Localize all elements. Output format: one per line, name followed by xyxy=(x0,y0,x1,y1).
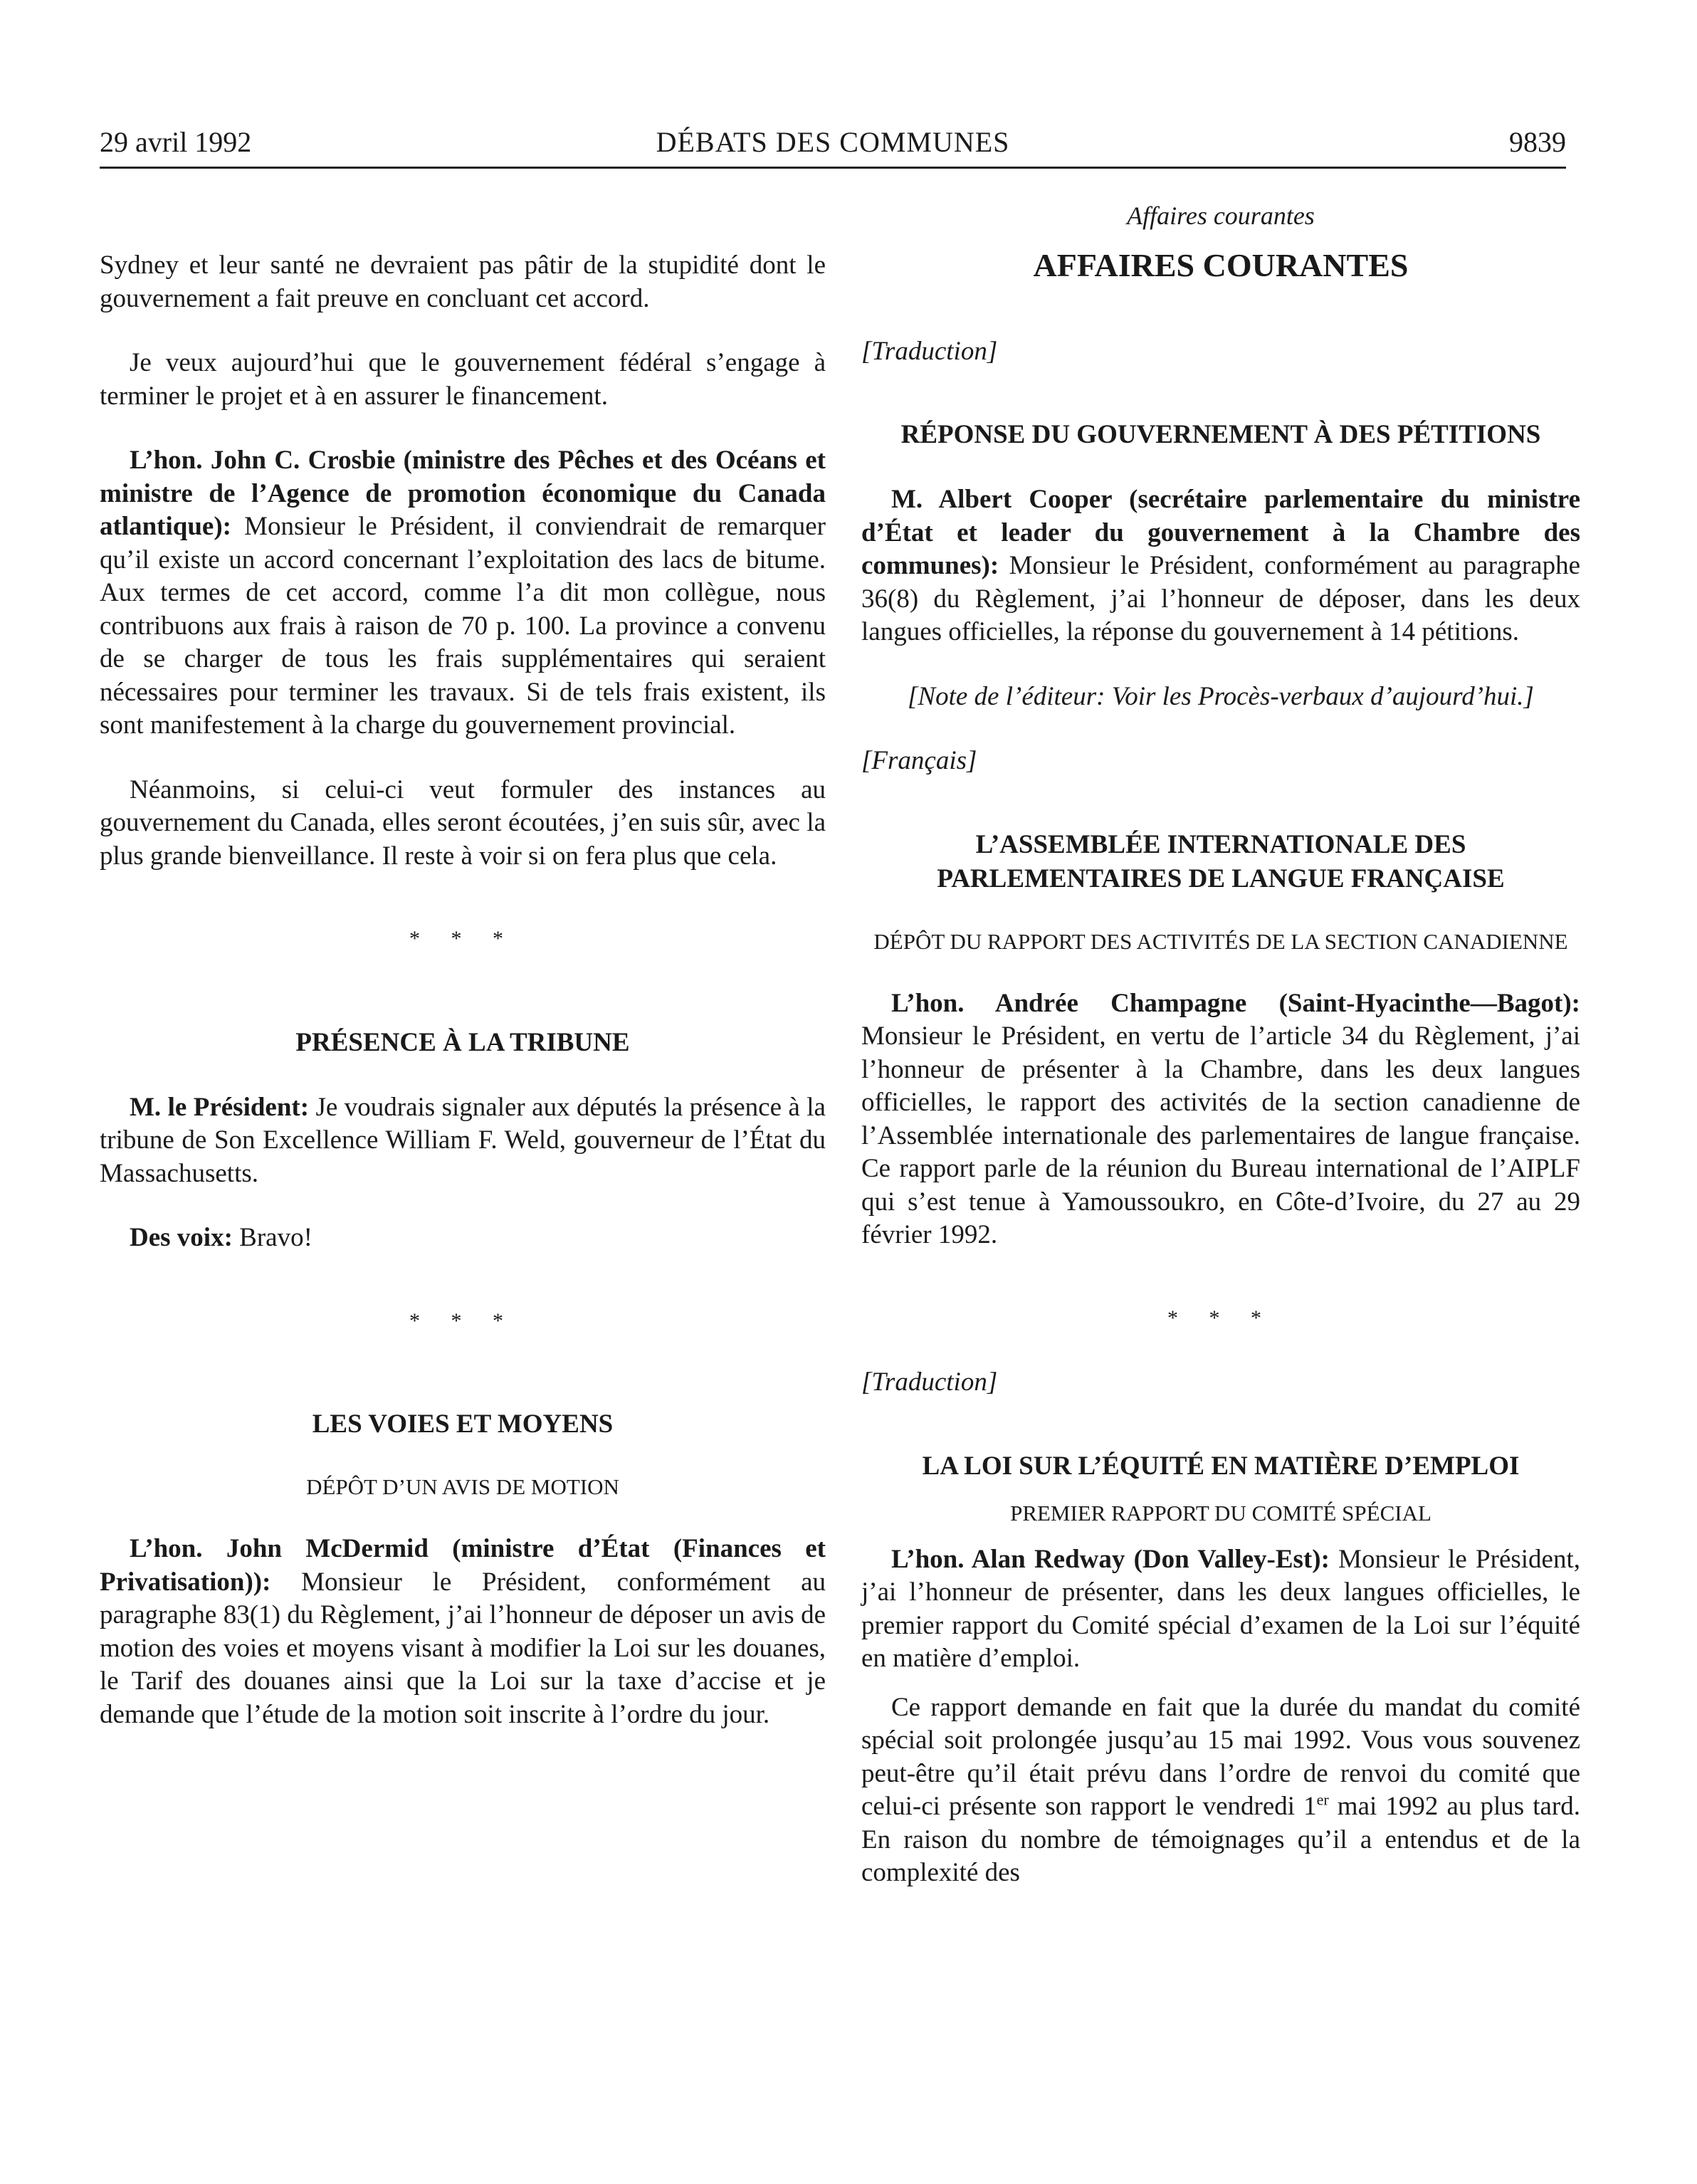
speech-mcdermid xyxy=(100,1533,826,1731)
speaker-name: Des voix: xyxy=(130,1223,233,1252)
section-heading: PRÉSENCE À LA TRIBUNE xyxy=(295,1027,630,1057)
speech-text: Monsieur le Président, il conviendrait de remarquer qu’il existe un accord concernant l’exploitation des lacs de bitume. Aux termes de cet accord, comme l’a dit mon collègue, nous contribuons aux frais à raison de 70 p. 100. La province a convenu de se charger de tous les frais supplémentaires qui seraient nécessaires pour terminer les travaux. Si de tels frais existent, ils sont manifestement à la charge du gouvernement provincial. xyxy=(100,512,826,740)
paragraph-text: Ce rapport demande en fait que la durée du mandat du comité spécial soit prolongée jusqu’au 15 mai 1992. Vous vous souvenez peut-être qu’il était prévu dans l’ordre de renvoi du comité que celui-ci présente son rapport le vendredi 1 xyxy=(861,1692,1580,1821)
header-page-number: 9839 xyxy=(1509,126,1566,158)
speech-text: Je voudrais signaler aux députés la présence à la tribune de Son Excellence William F. Weld, gouverneur de l’État du Massachusetts. xyxy=(100,1092,826,1188)
paragraph: Néanmoins, si celui-ci veut formuler des instances au gouvernement du Canada, elles seront écoutées, j’en suis sûr, avec la plus grande bienveillance. Il reste à voir si on fera plus que cela. xyxy=(100,775,826,871)
speech-champagne xyxy=(861,987,1580,1252)
left-column xyxy=(100,199,826,1731)
speech-text: Bravo! xyxy=(232,1223,312,1252)
speaker-name: M. le Président: xyxy=(130,1092,310,1122)
language-tag: [Traduction] xyxy=(861,1367,998,1397)
right-column xyxy=(861,199,1580,1890)
paragraph: Je veux aujourd’hui que le gouvernement fédéral s’engage à terminer le projet et à en assurer le financement. xyxy=(100,348,826,411)
speech-cooper xyxy=(861,483,1580,649)
editor-note: [Note de l’éditeur: Voir les Procès-verbaux d’aujourd’hui.] xyxy=(908,681,1534,711)
speech-text: Monsieur le Président, conformément au paragraphe 36(8) du Règlement, j’ai l’honneur de déposer, dans les deux langues officielles, la réponse du gouvernement à 14 pétitions. xyxy=(861,551,1580,646)
language-tag: [Traduction] xyxy=(861,336,998,366)
speech-text: Monsieur le Président, conformément au paragraphe 83(1) du Règlement, j’ai l’honneur de déposer un avis de motion des voies et moyens visant à modifier la Loi sur les douanes, le Tarif des douanes ainsi que la Loi sur la taxe d’accise et je demande que l’étude de la motion soit inscrite à l’ordre du jour. xyxy=(100,1567,826,1729)
ordinal-suffix: er xyxy=(1316,1790,1329,1809)
section-separator: * * * xyxy=(409,1308,516,1333)
speaker-name: L’hon. John McDermid (ministre d’État (Finances et Privatisation)): xyxy=(100,1534,826,1597)
section-heading: LES VOIES ET MOYENS xyxy=(312,1409,614,1439)
section-heading: L’ASSEMBLÉE INTERNATIONALE DES PARLEMENTAIRES DE LANGUE FRANÇAISE xyxy=(937,829,1505,893)
speech-redway xyxy=(861,1543,1580,1676)
speech-crosbie xyxy=(100,444,826,742)
speech-president xyxy=(100,1091,826,1191)
speaker-name: L’hon. John C. Crosbie (ministre des Pêches et des Océans et ministre de l’Agence de promotion économique du Canada atlantique): xyxy=(100,446,826,541)
speech-voices xyxy=(100,1222,826,1255)
header-date: 29 avril 1992 xyxy=(100,126,252,158)
running-head: Affaires courantes xyxy=(1127,201,1315,230)
paragraph-text: mai 1992 au plus tard. En raison du nombre de témoignages qu’il a entendus et de la complexité des xyxy=(861,1792,1580,1887)
section-heading: RÉPONSE DU GOUVERNEMENT À DES PÉTITIONS xyxy=(900,420,1541,449)
page-header xyxy=(100,122,1566,169)
subsection-heading: DÉPÔT DU RAPPORT DES ACTIVITÉS DE LA SECTION CANADIENNE xyxy=(873,928,1568,954)
subsection-heading: DÉPÔT D’UN AVIS DE MOTION xyxy=(306,1474,619,1499)
speaker-name: M. Albert Cooper (secrétaire parlementaire du ministre d’État et leader du gouvernement à la Chambre des communes): xyxy=(861,485,1580,580)
speech-text: Monsieur le Président, en vertu de l’article 34 du Règlement, j’ai l’honneur de présenter à la Chambre, dans les deux langues officielles, le rapport des activités de la section canadienne de l’Assemblée internationale des parlementaires de langue française. Ce rapport parle de la réunion du Bureau international de l’AIPLF qui s’est tenue à Yamoussoukro, en Côte-d’Ivoire, du 27 au 29 février 1992. xyxy=(861,1022,1580,1249)
section-separator: * * * xyxy=(1167,1306,1274,1330)
section-separator: * * * xyxy=(409,927,516,950)
speaker-name: L’hon. Andrée Champagne (Saint-Hyacinthe—Bagot): xyxy=(891,988,1580,1018)
language-tag: [Français] xyxy=(861,746,977,775)
paragraph: Sydney et leur santé ne devraient pas pâtir de la stupidité dont le gouvernement a fait preuve en concluant cet accord. xyxy=(100,251,826,313)
paragraph xyxy=(861,1691,1580,1890)
header-title: DÉBATS DES COMMUNES xyxy=(656,126,1010,158)
main-heading: AFFAIRES COURANTES xyxy=(1033,246,1409,283)
subsection-heading: PREMIER RAPPORT DU COMITÉ SPÉCIAL xyxy=(1010,1500,1431,1526)
speaker-name: L’hon. Alan Redway (Don Valley-Est): xyxy=(891,1544,1330,1574)
section-heading: LA LOI SUR L’ÉQUITÉ EN MATIÈRE D’EMPLOI xyxy=(922,1451,1520,1481)
speech-text: Monsieur le Président, j’ai l’honneur de présenter, dans les deux langues officielles, le premier rapport du Comité spécial d’examen de la Loi sur l’équité en matière d’emploi. xyxy=(861,1544,1581,1673)
